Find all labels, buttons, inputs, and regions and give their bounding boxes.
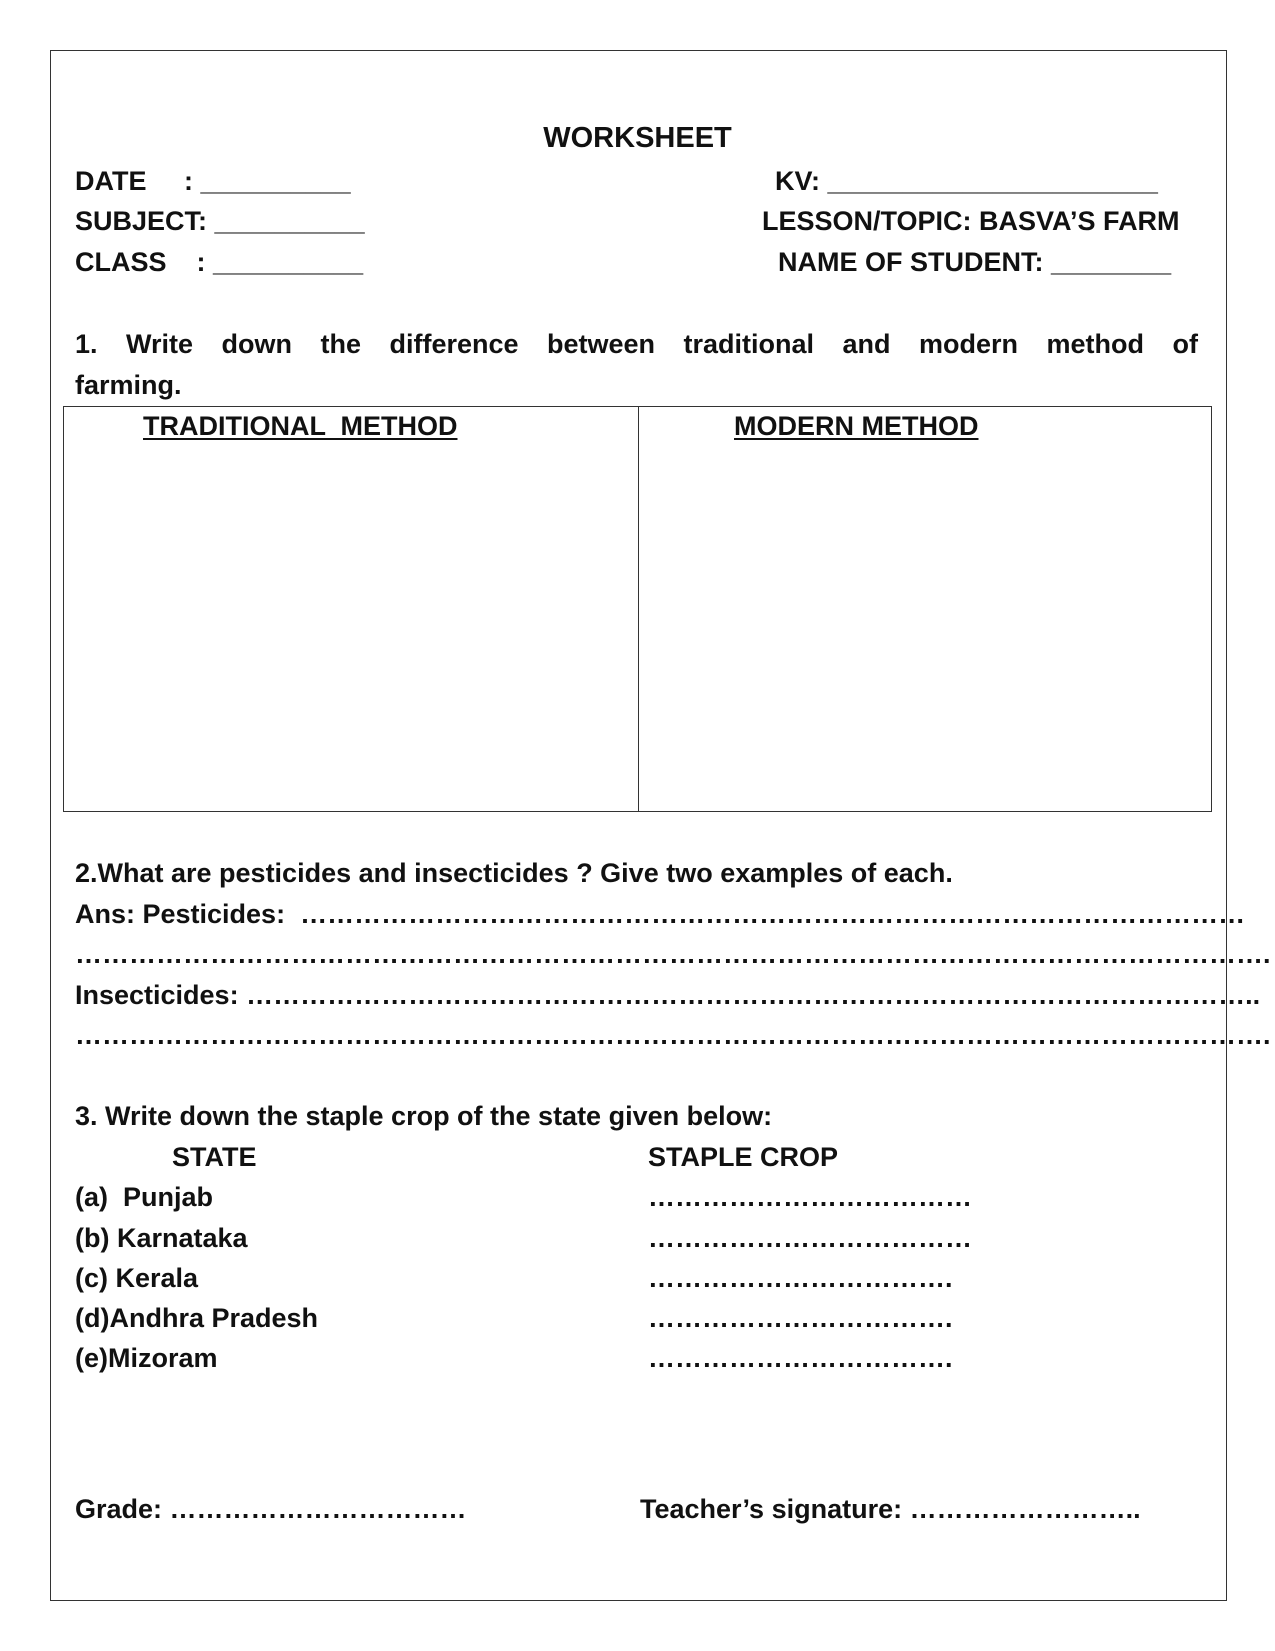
date-field[interactable]: DATE : __________ [75,166,351,196]
page-title: WORKSHEET [543,122,732,154]
page-border [50,50,1227,1601]
modern-method-header: MODERN METHOD [734,411,979,441]
crop-answer-line[interactable]: ……………………………… [648,1182,972,1212]
answer-dots-line[interactable]: ……………………………………………………………………………………………………………………. [75,1020,1271,1050]
lesson-topic: LESSON/TOPIC: BASVA’S FARM [762,206,1180,236]
kv-field[interactable]: KV: ______________________ [775,166,1158,196]
state-item: (c) Kerala [75,1263,199,1293]
state-item: (a) Punjab [75,1182,214,1212]
teacher-signature-field[interactable]: Teacher’s signature: …………………….. [640,1494,1141,1524]
crop-answer-line[interactable]: ……………………………. [648,1303,953,1333]
question-1-text-cont: farming. [75,370,182,400]
pesticides-answer-line[interactable]: Ans: Pesticides: …………………………………………………………………………………………… [75,899,1246,929]
traditional-method-header: TRADITIONAL METHOD [143,411,458,441]
crop-answer-line[interactable]: ……………………………. [648,1343,953,1373]
state-column-header: STATE [172,1142,257,1172]
question-3-text: 3. Write down the staple crop of the state given below: [75,1101,773,1131]
insecticides-answer-line[interactable]: Insecticides: ………………………………………………………………………………………………….. [75,980,1261,1010]
state-item: (b) Karnataka [75,1223,248,1253]
crop-answer-line[interactable]: ……………………………. [648,1263,953,1293]
state-item: (e)Mizoram [75,1343,218,1373]
student-name-field[interactable]: NAME OF STUDENT: ________ [778,247,1172,277]
grade-field[interactable]: Grade: …………………………… [75,1494,467,1524]
question-1-text: 1. Write down the difference between traditional and modern method of [75,329,1198,359]
crop-answer-line[interactable]: ……………………………… [648,1223,972,1253]
modern-answer-area[interactable] [641,450,1209,808]
subject-field[interactable]: SUBJECT: __________ [75,206,365,236]
state-item: (d)Andhra Pradesh [75,1303,319,1333]
traditional-answer-area[interactable] [66,450,634,808]
staple-crop-column-header: STAPLE CROP [648,1142,839,1172]
class-field[interactable]: CLASS : __________ [75,247,364,277]
answer-dots-line[interactable]: ……………………………………………………………………………………………………………………. [75,939,1271,969]
table-divider [638,407,639,811]
question-2-text: 2.What are pesticides and insecticides ? Give two examples of each. [75,858,953,888]
